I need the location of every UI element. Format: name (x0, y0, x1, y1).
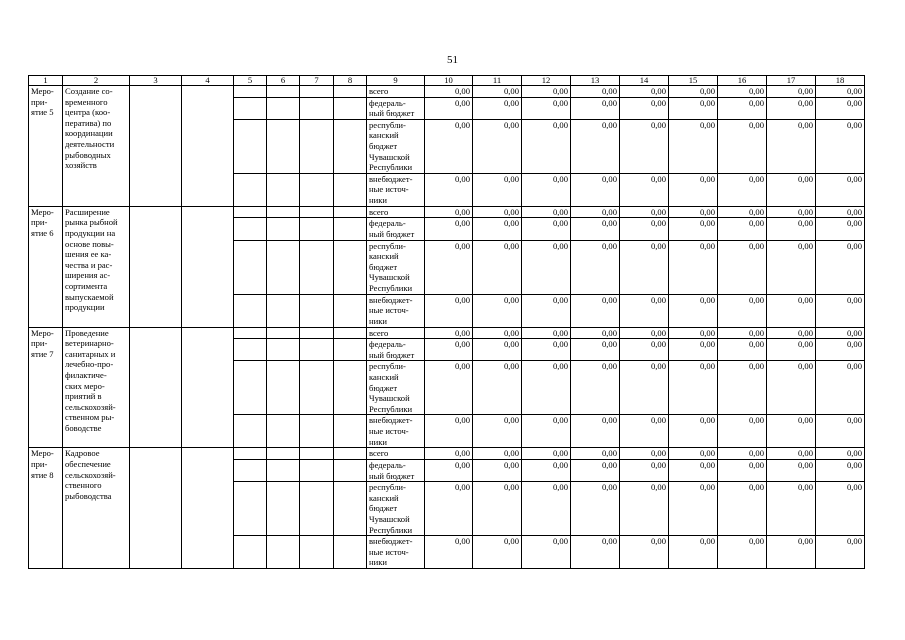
empty-cell (267, 240, 300, 294)
amount-cell: 0,00 (718, 361, 767, 415)
empty-cell (300, 173, 334, 206)
empty-cell (182, 86, 234, 207)
empty-cell (130, 86, 182, 207)
amount-cell: 0,00 (669, 448, 718, 460)
column-number: 15 (669, 76, 718, 86)
amount-cell: 0,00 (571, 206, 620, 218)
amount-cell: 0,00 (669, 240, 718, 294)
amount-cell: 0,00 (571, 415, 620, 448)
amount-cell: 0,00 (816, 206, 865, 218)
measure-label: Меро- при- ятие 5 (29, 86, 63, 207)
empty-cell (234, 482, 267, 536)
amount-cell: 0,00 (571, 459, 620, 481)
amount-cell: 0,00 (522, 240, 571, 294)
amount-cell: 0,00 (816, 240, 865, 294)
empty-cell (234, 294, 267, 327)
amount-cell: 0,00 (767, 86, 816, 98)
amount-cell: 0,00 (816, 173, 865, 206)
amount-cell: 0,00 (425, 86, 473, 98)
funding-source: внебюджет- ные источ- ники (367, 294, 425, 327)
empty-cell (334, 536, 367, 569)
amount-cell: 0,00 (571, 448, 620, 460)
funding-source: всего (367, 86, 425, 98)
amount-cell: 0,00 (718, 97, 767, 119)
measure-label: Меро- при- ятие 7 (29, 327, 63, 448)
empty-cell (234, 339, 267, 361)
empty-cell (234, 218, 267, 240)
empty-cell (267, 206, 300, 218)
measure-name: Создание со- временного центра (коо- ператива) по координации деятельности рыбоводных хозяйств (63, 86, 130, 207)
column-number: 7 (300, 76, 334, 86)
empty-cell (267, 482, 300, 536)
column-number-row (29, 76, 865, 86)
table-row (29, 448, 865, 460)
empty-cell (234, 448, 267, 460)
column-number: 3 (130, 76, 182, 86)
amount-cell: 0,00 (473, 459, 522, 481)
amount-cell: 0,00 (571, 86, 620, 98)
empty-cell (234, 173, 267, 206)
amount-cell: 0,00 (620, 448, 669, 460)
amount-cell: 0,00 (767, 206, 816, 218)
amount-cell: 0,00 (620, 415, 669, 448)
amount-cell: 0,00 (425, 218, 473, 240)
amount-cell: 0,00 (816, 119, 865, 173)
empty-cell (234, 459, 267, 481)
amount-cell: 0,00 (425, 206, 473, 218)
amount-cell: 0,00 (816, 339, 865, 361)
amount-cell: 0,00 (767, 218, 816, 240)
amount-cell: 0,00 (571, 294, 620, 327)
table-row (29, 327, 865, 339)
empty-cell (334, 415, 367, 448)
empty-cell (334, 97, 367, 119)
amount-cell: 0,00 (473, 361, 522, 415)
amount-cell: 0,00 (473, 86, 522, 98)
empty-cell (334, 361, 367, 415)
amount-cell: 0,00 (425, 240, 473, 294)
amount-cell: 0,00 (767, 119, 816, 173)
amount-cell: 0,00 (669, 86, 718, 98)
amount-cell: 0,00 (473, 119, 522, 173)
amount-cell: 0,00 (522, 339, 571, 361)
column-number: 17 (767, 76, 816, 86)
amount-cell: 0,00 (425, 173, 473, 206)
measure-label: Меро- при- ятие 8 (29, 448, 63, 569)
amount-cell: 0,00 (669, 327, 718, 339)
amount-cell: 0,00 (767, 459, 816, 481)
amount-cell: 0,00 (767, 240, 816, 294)
funding-source: всего (367, 448, 425, 460)
column-number: 13 (571, 76, 620, 86)
empty-cell (300, 240, 334, 294)
empty-cell (334, 218, 367, 240)
amount-cell: 0,00 (718, 448, 767, 460)
amount-cell: 0,00 (473, 218, 522, 240)
amount-cell: 0,00 (816, 459, 865, 481)
funding-source: федераль- ный бюджет (367, 97, 425, 119)
amount-cell: 0,00 (425, 536, 473, 569)
empty-cell (267, 86, 300, 98)
amount-cell: 0,00 (473, 206, 522, 218)
column-number: 6 (267, 76, 300, 86)
amount-cell: 0,00 (620, 206, 669, 218)
amount-cell: 0,00 (620, 327, 669, 339)
funding-source: республи- канский бюджет Чувашской Республики (367, 240, 425, 294)
table-row (29, 206, 865, 218)
funding-source: всего (367, 206, 425, 218)
funding-source: федераль- ный бюджет (367, 218, 425, 240)
empty-cell (234, 361, 267, 415)
amount-cell: 0,00 (571, 240, 620, 294)
empty-cell (267, 173, 300, 206)
empty-cell (234, 86, 267, 98)
amount-cell: 0,00 (571, 482, 620, 536)
amount-cell: 0,00 (816, 327, 865, 339)
amount-cell: 0,00 (620, 119, 669, 173)
amount-cell: 0,00 (473, 448, 522, 460)
amount-cell: 0,00 (669, 206, 718, 218)
amount-cell: 0,00 (767, 339, 816, 361)
amount-cell: 0,00 (718, 294, 767, 327)
amount-cell: 0,00 (816, 361, 865, 415)
empty-cell (300, 448, 334, 460)
amount-cell: 0,00 (425, 482, 473, 536)
amount-cell: 0,00 (425, 448, 473, 460)
amount-cell: 0,00 (473, 339, 522, 361)
column-number: 2 (63, 76, 130, 86)
amount-cell: 0,00 (473, 97, 522, 119)
amount-cell: 0,00 (473, 240, 522, 294)
amount-cell: 0,00 (473, 173, 522, 206)
amount-cell: 0,00 (522, 294, 571, 327)
amount-cell: 0,00 (522, 415, 571, 448)
amount-cell: 0,00 (816, 448, 865, 460)
empty-cell (334, 448, 367, 460)
empty-cell (300, 482, 334, 536)
column-number: 18 (816, 76, 865, 86)
amount-cell: 0,00 (816, 482, 865, 536)
amount-cell: 0,00 (522, 97, 571, 119)
amount-cell: 0,00 (620, 218, 669, 240)
measure-name: Кадровое обеспечение сельскохозяй- ственного рыбоводства (63, 448, 130, 569)
column-number: 5 (234, 76, 267, 86)
empty-cell (334, 459, 367, 481)
empty-cell (334, 294, 367, 327)
column-number: 8 (334, 76, 367, 86)
amount-cell: 0,00 (571, 173, 620, 206)
amount-cell: 0,00 (718, 339, 767, 361)
empty-cell (300, 119, 334, 173)
amount-cell: 0,00 (669, 173, 718, 206)
empty-cell (300, 97, 334, 119)
amount-cell: 0,00 (718, 86, 767, 98)
amount-cell: 0,00 (767, 97, 816, 119)
empty-cell (334, 240, 367, 294)
amount-cell: 0,00 (425, 97, 473, 119)
empty-cell (234, 415, 267, 448)
funding-source: внебюджет- ные источ- ники (367, 415, 425, 448)
funding-source: федераль- ный бюджет (367, 459, 425, 481)
column-number: 14 (620, 76, 669, 86)
amount-cell: 0,00 (718, 119, 767, 173)
column-number: 10 (425, 76, 473, 86)
funding-source: внебюджет- ные источ- ники (367, 536, 425, 569)
amount-cell: 0,00 (767, 294, 816, 327)
measure-label: Меро- при- ятие 6 (29, 206, 63, 327)
amount-cell: 0,00 (425, 119, 473, 173)
amount-cell: 0,00 (669, 459, 718, 481)
empty-cell (334, 173, 367, 206)
amount-cell: 0,00 (571, 218, 620, 240)
amount-cell: 0,00 (571, 361, 620, 415)
empty-cell (334, 206, 367, 218)
amount-cell: 0,00 (620, 339, 669, 361)
empty-cell (234, 97, 267, 119)
empty-cell (234, 240, 267, 294)
empty-cell (300, 327, 334, 339)
amount-cell: 0,00 (767, 173, 816, 206)
amount-cell: 0,00 (816, 86, 865, 98)
empty-cell (334, 482, 367, 536)
amount-cell: 0,00 (669, 482, 718, 536)
empty-cell (267, 361, 300, 415)
amount-cell: 0,00 (669, 218, 718, 240)
empty-cell (182, 327, 234, 448)
measure-name: Расширение рынка рыбной продукции на основе повы- шения ее ка- чества и рас- ширения ас- сортимента выпускаемой продукции (63, 206, 130, 327)
empty-cell (130, 448, 182, 569)
funding-source: внебюджет- ные источ- ники (367, 173, 425, 206)
amount-cell: 0,00 (522, 173, 571, 206)
empty-cell (300, 361, 334, 415)
amount-cell: 0,00 (767, 482, 816, 536)
empty-cell (267, 119, 300, 173)
amount-cell: 0,00 (620, 536, 669, 569)
empty-cell (300, 536, 334, 569)
column-number: 12 (522, 76, 571, 86)
empty-cell (130, 206, 182, 327)
empty-cell (300, 206, 334, 218)
amount-cell: 0,00 (522, 459, 571, 481)
empty-cell (267, 415, 300, 448)
amount-cell: 0,00 (767, 536, 816, 569)
column-number: 16 (718, 76, 767, 86)
amount-cell: 0,00 (669, 97, 718, 119)
empty-cell (267, 327, 300, 339)
amount-cell: 0,00 (425, 294, 473, 327)
empty-cell (267, 536, 300, 569)
column-number: 9 (367, 76, 425, 86)
amount-cell: 0,00 (816, 218, 865, 240)
amount-cell: 0,00 (425, 361, 473, 415)
column-number: 4 (182, 76, 234, 86)
amount-cell: 0,00 (522, 482, 571, 536)
empty-cell (334, 327, 367, 339)
page-number: 51 (447, 54, 458, 66)
empty-cell (267, 448, 300, 460)
amount-cell: 0,00 (767, 448, 816, 460)
amount-cell: 0,00 (620, 482, 669, 536)
amount-cell: 0,00 (571, 327, 620, 339)
amount-cell: 0,00 (718, 459, 767, 481)
amount-cell: 0,00 (620, 459, 669, 481)
amount-cell: 0,00 (620, 361, 669, 415)
empty-cell (267, 294, 300, 327)
empty-cell (182, 206, 234, 327)
empty-cell (300, 459, 334, 481)
amount-cell: 0,00 (767, 327, 816, 339)
amount-cell: 0,00 (669, 361, 718, 415)
empty-cell (267, 218, 300, 240)
amount-cell: 0,00 (669, 339, 718, 361)
amount-cell: 0,00 (767, 361, 816, 415)
amount-cell: 0,00 (425, 459, 473, 481)
amount-cell: 0,00 (620, 240, 669, 294)
funding-source: республи- канский бюджет Чувашской Республики (367, 361, 425, 415)
funding-source: всего (367, 327, 425, 339)
amount-cell: 0,00 (522, 86, 571, 98)
empty-cell (130, 327, 182, 448)
empty-cell (300, 86, 334, 98)
amount-cell: 0,00 (522, 361, 571, 415)
empty-cell (234, 536, 267, 569)
measure-name: Проведение ветеринарно- санитарных и лечебно-про- филактиче- ских меро- приятий в сельскохозяй- ственном ры- боводстве (63, 327, 130, 448)
amount-cell: 0,00 (718, 415, 767, 448)
funding-source: республи- канский бюджет Чувашской Республики (367, 482, 425, 536)
amount-cell: 0,00 (425, 415, 473, 448)
amount-cell: 0,00 (425, 327, 473, 339)
amount-cell: 0,00 (473, 415, 522, 448)
empty-cell (234, 327, 267, 339)
empty-cell (300, 294, 334, 327)
amount-cell: 0,00 (718, 327, 767, 339)
table-row (29, 86, 865, 98)
empty-cell (334, 86, 367, 98)
column-number: 11 (473, 76, 522, 86)
amount-cell: 0,00 (522, 536, 571, 569)
amount-cell: 0,00 (669, 536, 718, 569)
amount-cell: 0,00 (669, 294, 718, 327)
amount-cell: 0,00 (620, 294, 669, 327)
empty-cell (267, 459, 300, 481)
amount-cell: 0,00 (669, 415, 718, 448)
amount-cell: 0,00 (522, 327, 571, 339)
empty-cell (267, 97, 300, 119)
amount-cell: 0,00 (571, 97, 620, 119)
amount-cell: 0,00 (522, 448, 571, 460)
empty-cell (267, 339, 300, 361)
amount-cell: 0,00 (718, 240, 767, 294)
amount-cell: 0,00 (669, 119, 718, 173)
amount-cell: 0,00 (620, 86, 669, 98)
amount-cell: 0,00 (473, 536, 522, 569)
empty-cell (334, 339, 367, 361)
amount-cell: 0,00 (571, 119, 620, 173)
amount-cell: 0,00 (571, 536, 620, 569)
amount-cell: 0,00 (767, 415, 816, 448)
empty-cell (234, 119, 267, 173)
amount-cell: 0,00 (718, 482, 767, 536)
amount-cell: 0,00 (522, 218, 571, 240)
amount-cell: 0,00 (816, 294, 865, 327)
amount-cell: 0,00 (816, 97, 865, 119)
funding-source: республи- канский бюджет Чувашской Республики (367, 119, 425, 173)
amount-cell: 0,00 (620, 97, 669, 119)
amount-cell: 0,00 (816, 536, 865, 569)
amount-cell: 0,00 (571, 339, 620, 361)
empty-cell (234, 206, 267, 218)
funding-source: федераль- ный бюджет (367, 339, 425, 361)
amount-cell: 0,00 (816, 415, 865, 448)
empty-cell (300, 415, 334, 448)
amount-cell: 0,00 (473, 294, 522, 327)
amount-cell: 0,00 (718, 536, 767, 569)
amount-cell: 0,00 (473, 482, 522, 536)
empty-cell (300, 339, 334, 361)
amount-cell: 0,00 (718, 206, 767, 218)
funding-table (28, 75, 865, 569)
amount-cell: 0,00 (425, 339, 473, 361)
empty-cell (182, 448, 234, 569)
empty-cell (300, 218, 334, 240)
amount-cell: 0,00 (522, 206, 571, 218)
amount-cell: 0,00 (620, 173, 669, 206)
empty-cell (334, 119, 367, 173)
amount-cell: 0,00 (718, 218, 767, 240)
amount-cell: 0,00 (522, 119, 571, 173)
column-number: 1 (29, 76, 63, 86)
amount-cell: 0,00 (718, 173, 767, 206)
amount-cell: 0,00 (473, 327, 522, 339)
